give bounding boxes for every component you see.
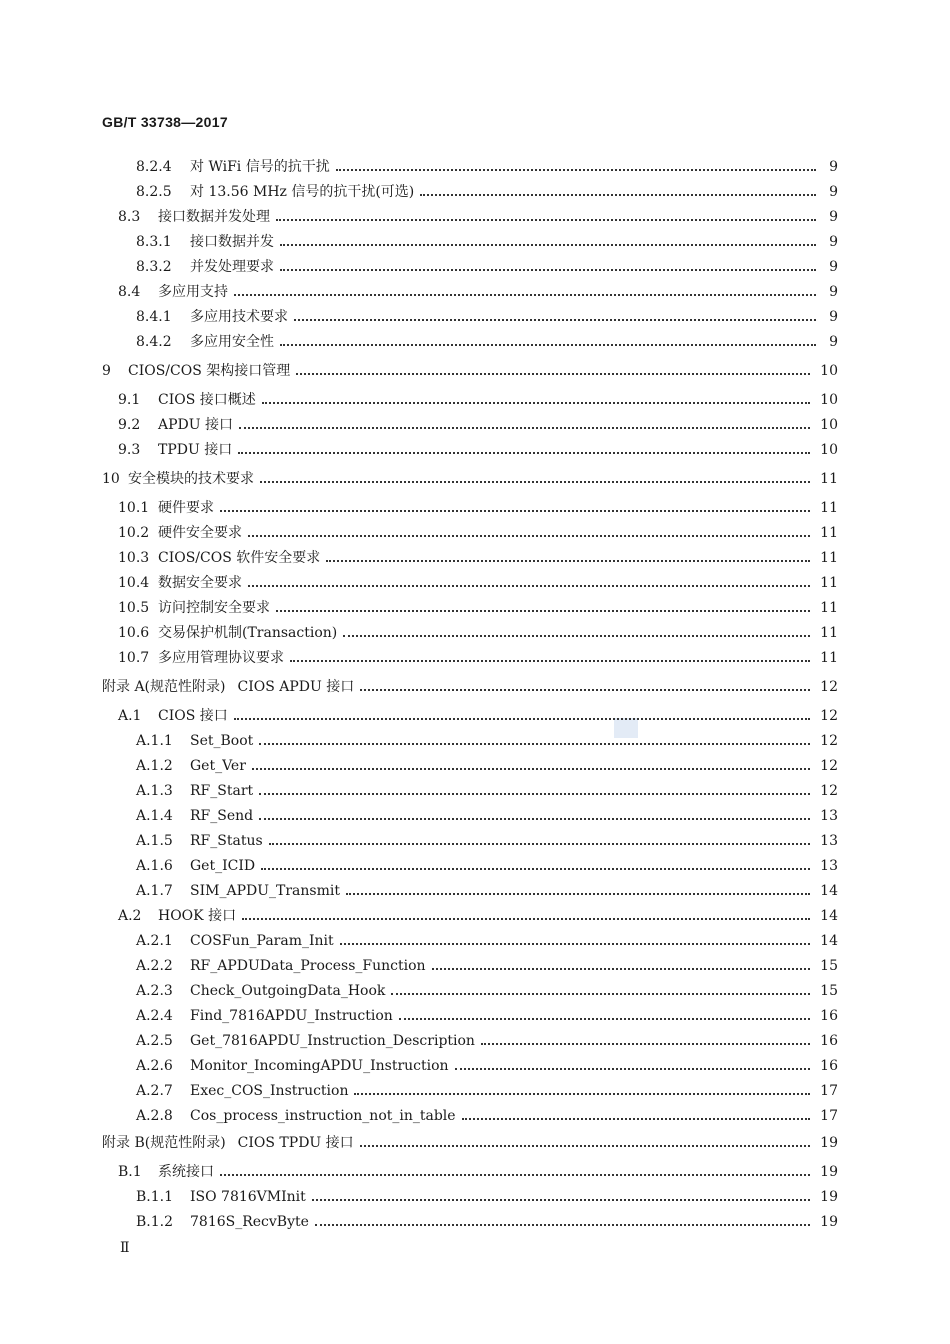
toc-entry-page: 13: [820, 858, 838, 874]
toc-entry-page: 14: [820, 883, 838, 899]
toc-entry-title: Set_Boot: [190, 733, 254, 749]
toc-entry-number: 9.3: [118, 442, 141, 458]
toc-entry[interactable]: [118, 572, 838, 594]
toc-entry-title: 交易保护机制(Transaction): [158, 625, 338, 641]
toc-entry-page: 11: [820, 500, 838, 516]
dot-leader: [360, 1145, 811, 1147]
dot-leader: [280, 344, 816, 346]
toc-entry[interactable]: [118, 705, 838, 727]
toc-entry-title: HOOK 接口: [158, 908, 237, 924]
toc-entry-title: Get_Ver: [190, 758, 246, 774]
toc-entry[interactable]: [118, 497, 838, 519]
dot-leader: [391, 993, 810, 995]
toc-entry-number: A.2.5: [136, 1033, 173, 1049]
toc-entry-title: 多应用管理协议要求: [158, 650, 284, 666]
toc-entry[interactable]: [136, 181, 838, 203]
toc-entry-number: A.1.3: [136, 783, 173, 799]
dot-leader: [242, 918, 810, 920]
toc-entry-title: CIOS 接口: [158, 708, 228, 724]
toc-entry-number: A.2: [118, 908, 142, 924]
toc-entry-title: Get_7816APDU_Instruction_Description: [190, 1033, 475, 1049]
toc-entry[interactable]: [118, 414, 838, 436]
toc-entry-number: A.1.4: [136, 808, 173, 824]
dot-leader: [354, 1093, 810, 1095]
toc-entry-title: COSFun_Param_Init: [190, 933, 334, 949]
dot-leader: [259, 793, 810, 795]
standard-number: GB/T 33738—2017: [102, 114, 228, 130]
toc-entry-title: RF_APDUData_Process_Function: [190, 958, 426, 974]
toc-entry[interactable]: [118, 206, 838, 228]
toc-entry-title: 对 WiFi 信号的抗干扰: [190, 159, 330, 175]
toc-entry-number: A.2.8: [136, 1108, 173, 1124]
toc-entry-title: 接口数据并发处理: [158, 209, 270, 225]
dot-leader: [248, 535, 810, 537]
toc-entry-number: A.1.6: [136, 858, 173, 874]
toc-entry-number: 8.3.1: [136, 234, 172, 250]
dot-leader: [280, 269, 816, 271]
toc-entry-number: A.1: [118, 708, 142, 724]
toc-entry-number: B.1.1: [136, 1189, 174, 1205]
dot-leader: [455, 1068, 811, 1070]
toc-entry[interactable]: [136, 1105, 838, 1127]
toc-entry-page: 9: [829, 159, 838, 175]
toc-entry-page: 16: [820, 1058, 838, 1074]
toc-entry-page: 9: [829, 259, 838, 275]
toc-entry[interactable]: [136, 1080, 838, 1102]
toc-entry-title: CIOS TPDU 接口: [237, 1135, 354, 1151]
toc-entry-number: A.2.1: [136, 933, 173, 949]
toc-entry-page: 16: [820, 1008, 838, 1024]
toc-entry-title: Cos_process_instruction_not_in_table: [190, 1108, 456, 1124]
toc-entry-title: 接口数据并发: [190, 234, 274, 250]
toc-entry-title: RF_Start: [190, 783, 254, 799]
toc-entry-title: 数据安全要求: [158, 575, 242, 591]
toc-entry-number: 10: [102, 471, 120, 487]
toc-entry-number: 10.6: [118, 625, 150, 641]
toc-entry-page: 13: [820, 833, 838, 849]
toc-entry[interactable]: [118, 522, 838, 544]
toc-entry-page: 9: [829, 309, 838, 325]
dot-leader: [420, 194, 816, 196]
dot-leader: [399, 1018, 810, 1020]
toc-entry-number: 8.2.5: [136, 184, 172, 200]
dot-leader: [296, 373, 810, 375]
dot-leader: [336, 169, 816, 171]
dot-leader: [238, 452, 810, 454]
toc-entry-page: 12: [820, 679, 838, 695]
dot-leader: [315, 1224, 810, 1226]
toc-entry[interactable]: [118, 281, 838, 303]
toc-entry-page: 12: [820, 758, 838, 774]
toc-entry-number: A.1.5: [136, 833, 173, 849]
toc-entry-title: 多应用支持: [158, 284, 228, 300]
toc-entry-title: Check_OutgoingData_Hook: [190, 983, 386, 999]
toc-entry[interactable]: [102, 468, 838, 490]
toc-entry-number: A.2.4: [136, 1008, 173, 1024]
toc-entry[interactable]: [136, 830, 838, 852]
toc-entry-title: 7816S_RecvByte: [190, 1214, 309, 1230]
dot-leader: [432, 968, 811, 970]
toc-entry-page: 10: [820, 363, 838, 379]
toc-entry-title: 系统接口: [158, 1164, 214, 1180]
toc-entry-title: CIOS APDU 接口: [237, 679, 355, 695]
dot-leader: [262, 402, 810, 404]
toc-entry[interactable]: [102, 360, 838, 382]
toc-entry-title: CIOS/COS 软件安全要求: [158, 550, 321, 566]
toc-entry-page: 9: [829, 184, 838, 200]
dot-leader: [276, 219, 816, 221]
toc-entry-page: 19: [820, 1189, 838, 1205]
dot-leader: [340, 943, 811, 945]
dot-leader: [269, 843, 811, 845]
toc-entry-page: 11: [820, 550, 838, 566]
toc-entry-page: 16: [820, 1033, 838, 1049]
toc-entry-page: 11: [820, 650, 838, 666]
toc-entry-number: 附录 B(规范性附录): [102, 1135, 226, 1151]
toc-entry-page: 11: [820, 471, 838, 487]
toc-entry[interactable]: [102, 1132, 838, 1154]
toc-entry-number: A.1.1: [136, 733, 173, 749]
page-number: Ⅱ: [120, 1240, 130, 1256]
toc-entry[interactable]: [136, 1030, 838, 1052]
toc-entry-page: 11: [820, 625, 838, 641]
toc-entry-title: RF_Status: [190, 833, 263, 849]
dot-leader: [360, 689, 810, 691]
toc-entry[interactable]: [136, 980, 838, 1002]
toc-entry-page: 14: [820, 933, 838, 949]
toc-entry-number: 9: [102, 363, 111, 379]
toc-entry-page: 17: [820, 1108, 838, 1124]
toc-entry-page: 10: [820, 442, 838, 458]
toc-entry-number: 10.1: [118, 500, 150, 516]
toc-entry-number: 8.4.1: [136, 309, 172, 325]
toc-entry-title: SIM_APDU_Transmit: [190, 883, 340, 899]
dot-leader: [276, 610, 810, 612]
toc-entry-number: 附录 A(规范性附录): [102, 679, 226, 695]
dot-leader: [343, 635, 810, 637]
toc-entry[interactable]: [136, 730, 838, 752]
toc-entry[interactable]: [136, 331, 838, 353]
dot-leader: [252, 768, 810, 770]
toc-entry[interactable]: [136, 1186, 838, 1208]
toc-entry-page: 9: [829, 334, 838, 350]
toc-entry-number: A.1.7: [136, 883, 173, 899]
toc-entry[interactable]: [102, 676, 838, 698]
toc-entry-title: 多应用安全性: [190, 334, 274, 350]
toc-entry-number: 8.4: [118, 284, 141, 300]
toc-entry-title: 硬件要求: [158, 500, 214, 516]
toc-entry-number: 10.3: [118, 550, 150, 566]
toc-entry-title: ISO 7816VMInit: [190, 1189, 306, 1205]
toc-entry-number: 8.2.4: [136, 159, 172, 175]
dot-leader: [346, 893, 810, 895]
toc-entry-page: 13: [820, 808, 838, 824]
toc-entry-number: A.2.3: [136, 983, 173, 999]
dot-leader: [280, 244, 816, 246]
dot-leader: [234, 294, 816, 296]
toc-entry-title: 对 13.56 MHz 信号的抗干扰(可选): [190, 184, 415, 200]
dot-leader: [259, 743, 810, 745]
toc-entry-number: B.1.2: [136, 1214, 174, 1230]
dot-leader: [294, 319, 816, 321]
dot-leader: [290, 660, 810, 662]
toc-entry[interactable]: [136, 1055, 838, 1077]
toc-entry-page: 11: [820, 525, 838, 541]
toc-entry[interactable]: [118, 647, 838, 669]
toc-entry[interactable]: [136, 1005, 838, 1027]
dot-leader: [220, 1174, 810, 1176]
toc-entry-title: CIOS/COS 架构接口管理: [128, 363, 291, 379]
toc-entry-number: A.2.7: [136, 1083, 173, 1099]
dot-leader: [260, 481, 810, 483]
toc-entry-number: 10.7: [118, 650, 150, 666]
toc-entry[interactable]: [136, 805, 838, 827]
toc-entry[interactable]: [136, 780, 838, 802]
toc-entry-page: 9: [829, 209, 838, 225]
toc-entry-page: 10: [820, 417, 838, 433]
toc-entry-page: 12: [820, 783, 838, 799]
toc-entry-page: 12: [820, 733, 838, 749]
toc-entry[interactable]: [118, 905, 838, 927]
toc-entry-number: 10.5: [118, 600, 150, 616]
toc-entry-number: B.1: [118, 1164, 142, 1180]
dot-leader: [312, 1199, 810, 1201]
toc-entry-page: 11: [820, 600, 838, 616]
dot-leader: [239, 427, 810, 429]
toc-entry[interactable]: [118, 389, 838, 411]
toc-entry[interactable]: [136, 1211, 838, 1233]
toc-entry-title: RF_Send: [190, 808, 254, 824]
dot-leader: [326, 560, 810, 562]
toc-entry-title: Get_ICID: [190, 858, 256, 874]
toc-entry[interactable]: [118, 622, 838, 644]
toc-entry-title: CIOS 接口概述: [158, 392, 256, 408]
toc-entry[interactable]: [136, 880, 838, 902]
toc-entry-page: 19: [820, 1214, 838, 1230]
toc-entry-number: 8.3: [118, 209, 141, 225]
toc-entry-title: APDU 接口: [158, 417, 234, 433]
toc-entry[interactable]: [136, 306, 838, 328]
toc-entry[interactable]: [136, 156, 838, 178]
toc-entry-number: 9.1: [118, 392, 141, 408]
toc-entry-title: Exec_COS_Instruction: [190, 1083, 349, 1099]
toc-entry-number: 8.4.2: [136, 334, 172, 350]
toc-entry-page: 9: [829, 284, 838, 300]
toc-entry-page: 19: [820, 1164, 838, 1180]
toc-entry-number: 9.2: [118, 417, 141, 433]
toc-entry-title: 安全模块的技术要求: [128, 471, 254, 487]
dot-leader: [220, 510, 810, 512]
toc-entry-page: 14: [820, 908, 838, 924]
toc-entry-page: 12: [820, 708, 838, 724]
toc-entry[interactable]: [136, 755, 838, 777]
dot-leader: [234, 718, 810, 720]
toc-entry-page: 9: [829, 234, 838, 250]
toc-entry-title: Find_7816APDU_Instruction: [190, 1008, 393, 1024]
toc-entry-title: 多应用技术要求: [190, 309, 288, 325]
toc-entry-number: 10.4: [118, 575, 150, 591]
toc-entry-title: TPDU 接口: [158, 442, 233, 458]
toc-entry-title: 硬件安全要求: [158, 525, 242, 541]
toc-entry-title: 并发处理要求: [190, 259, 274, 275]
toc-entry-page: 11: [820, 575, 838, 591]
dot-leader: [259, 818, 810, 820]
toc-entry-number: 10.2: [118, 525, 150, 541]
toc-entry-page: 17: [820, 1083, 838, 1099]
toc-entry-number: A.2.2: [136, 958, 173, 974]
toc-entry[interactable]: [118, 597, 838, 619]
toc-entry-number: 8.3.2: [136, 259, 172, 275]
dot-leader: [248, 585, 810, 587]
toc-entry-title: Monitor_IncomingAPDU_Instruction: [190, 1058, 449, 1074]
dot-leader: [462, 1118, 811, 1120]
toc-entry[interactable]: [136, 930, 838, 952]
dot-leader: [261, 868, 810, 870]
toc-entry-number: A.2.6: [136, 1058, 173, 1074]
dot-leader: [481, 1043, 810, 1045]
toc-entry-page: 19: [820, 1135, 838, 1151]
toc-entry[interactable]: [136, 231, 838, 253]
toc-entry-page: 15: [820, 983, 838, 999]
toc-entry-title: 访问控制安全要求: [158, 600, 270, 616]
toc-entry[interactable]: [118, 547, 838, 569]
toc-entry[interactable]: [136, 256, 838, 278]
toc-entry-page: 15: [820, 958, 838, 974]
toc-entry-page: 10: [820, 392, 838, 408]
toc-entry[interactable]: [118, 1161, 838, 1183]
toc-entry[interactable]: [136, 955, 838, 977]
toc-entry[interactable]: [118, 439, 838, 461]
toc-entry-number: A.1.2: [136, 758, 173, 774]
toc-entry[interactable]: [136, 855, 838, 877]
